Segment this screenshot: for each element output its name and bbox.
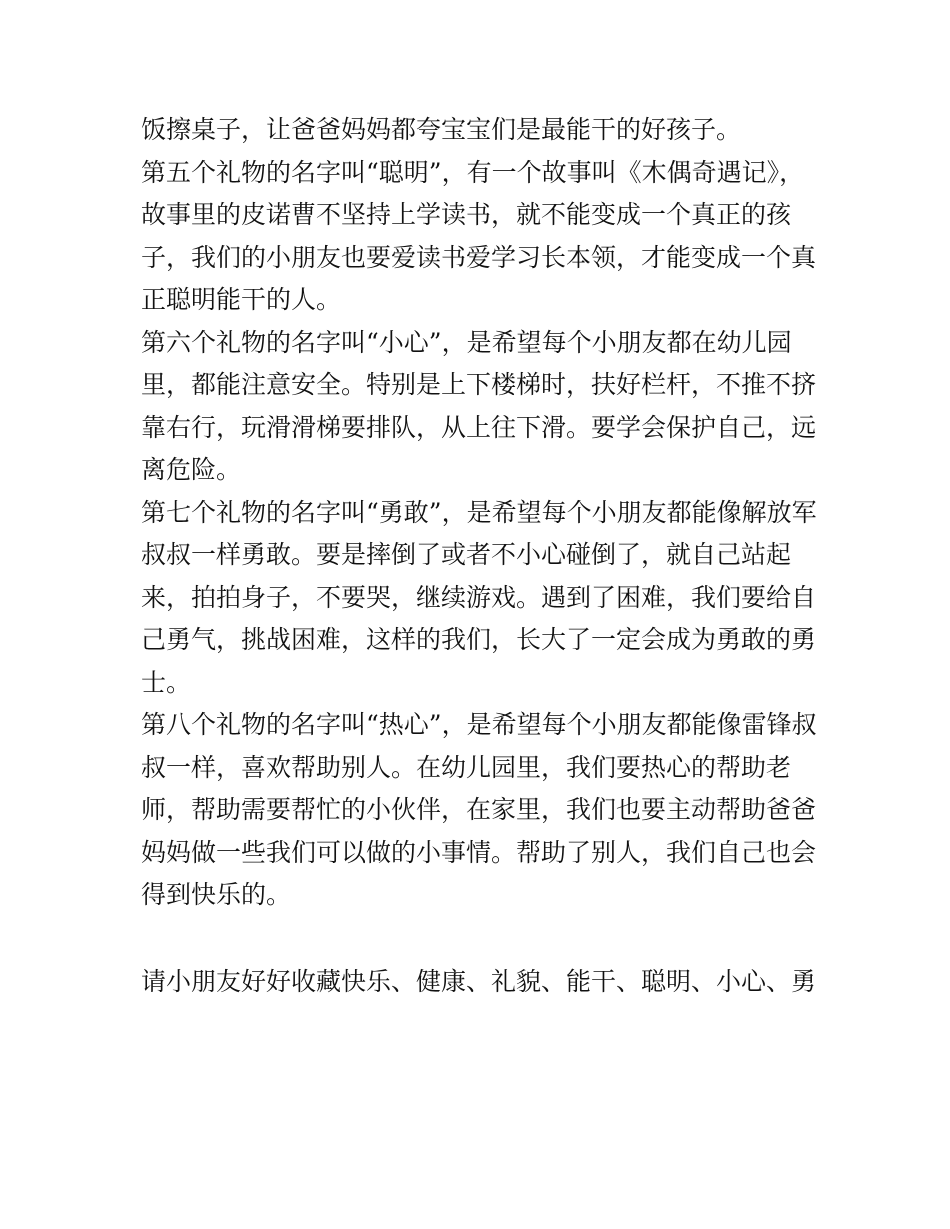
text-line: 第六个礼物的名字叫“小心”，是希望每个小朋友都在幼儿园 [141, 327, 792, 357]
text-line: 第七个礼物的名字叫“勇敢”，是希望每个小朋友都能像解放军 [141, 497, 817, 527]
text-line: 里，都能注意安全。特别是上下楼梯时，扶好栏杆，不推不挤 [141, 370, 817, 399]
text-line: 来，拍拍身子，不要哭，继续游戏。遇到了困难，我们要给自 [141, 582, 817, 612]
text-line: 妈妈做一些我们可以做的小事情。帮助了别人，我们自己也会 [141, 837, 817, 867]
text-line: 师，帮助需要帮忙的小伙伴，在家里，我们也要主动帮助爸爸 [141, 795, 817, 824]
paragraph-gap [141, 917, 813, 961]
text-line: 饭擦桌子，让爸爸妈妈都夸宝宝们是最能干的好孩子。 [141, 115, 742, 144]
text-line: 得到快乐的。 [141, 880, 292, 909]
text-line: 第八个礼物的名字叫“热心”，是希望每个小朋友都能像雷锋叔 [141, 710, 817, 739]
text-line: 离危险。 [141, 455, 242, 484]
text-line: 第五个礼物的名字叫“聪明”，有一个故事叫《木偶奇遇记》， [141, 157, 805, 187]
text-line: 己勇气，挑战困难，这样的我们，长大了一定会成为勇敢的勇 [141, 625, 817, 654]
text-line: 叔叔一样勇敢。要是摔倒了或者不小心碰倒了，就自己站起 [141, 540, 792, 569]
text-line: 靠右行，玩滑滑梯要排队，从上往下滑。要学会保护自己，远 [141, 412, 817, 442]
text-line: 正聪明能干的人。 [141, 285, 342, 314]
text-line: 故事里的皮诺曹不坚持上学读书，就不能变成一个真正的孩 [141, 200, 792, 229]
text-line: 子，我们的小朋友也要爱读书爱学习长本领，才能变成一个真 [141, 242, 817, 272]
text-line: 请小朋友好好收藏快乐、健康、礼貌、能干、聪明、小心、勇 [141, 966, 817, 996]
text-line: 士。 [141, 667, 192, 697]
document-body [141, 109, 817, 1003]
text-line: 叔一样，喜欢帮助别人。在幼儿园里，我们要热心的帮助老 [141, 752, 792, 782]
